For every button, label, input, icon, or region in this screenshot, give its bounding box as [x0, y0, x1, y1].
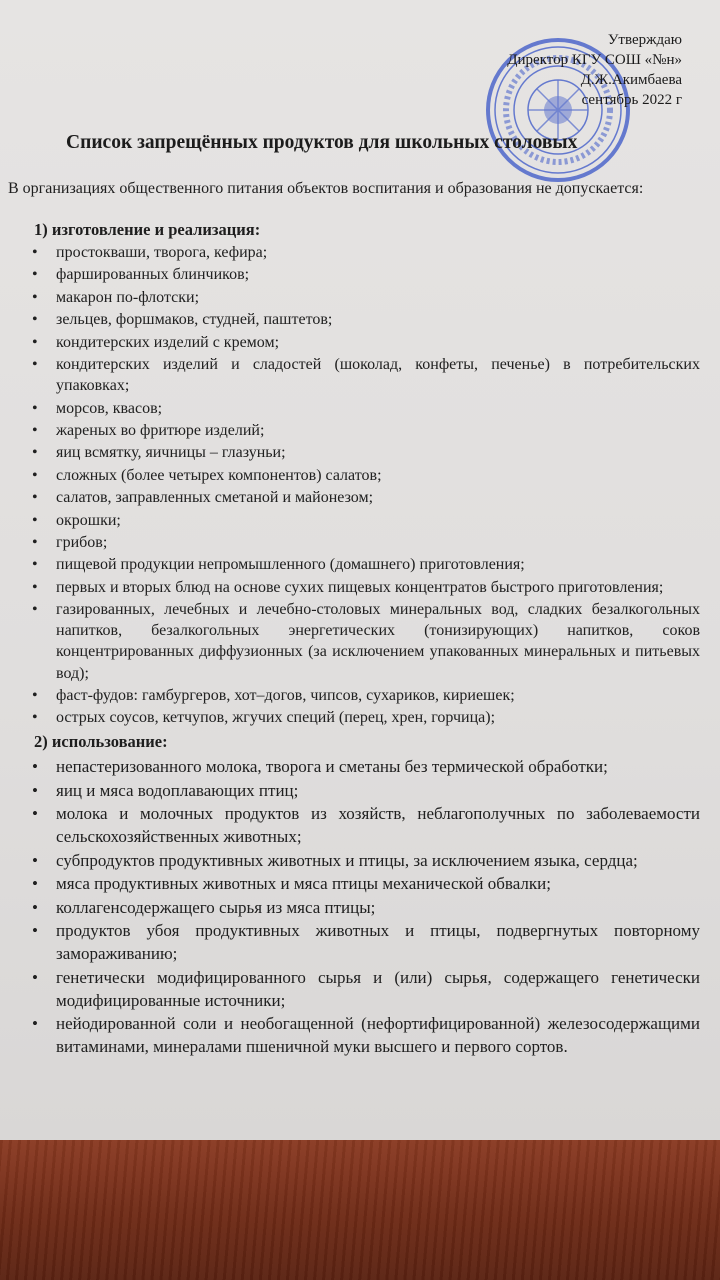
list-item: • салатов, заправленных сметаной и майонезом; [30, 487, 700, 508]
section-heading-1: 1) изготовление и реализация: [34, 220, 261, 239]
list-item: • острых соусов, кетчупов, жгучих специй (перец, хрен, горчица); [30, 707, 700, 728]
list-item: • непастеризованного молока, творога и сметаны без термической обработки; [30, 755, 700, 778]
list-item: • фаст-фудов: гамбургеров, хот–догов, чипсов, сухариков, кириешек; [30, 685, 700, 706]
list-item: • морсов, квасов; [30, 398, 700, 419]
prohibited-list-1 [30, 242, 700, 730]
list-item: • нейодированной соли и необогащенной (нефортифицированной) железосодержащими витаминами, минералами пшеничной муки высшего и первого сортов. [30, 1012, 700, 1058]
list-item: • грибов; [30, 532, 700, 553]
list-item: • жареных во фритюре изделий; [30, 420, 700, 441]
prohibited-list-2 [30, 755, 700, 1059]
list-item: • зельцев, форшмаков, студней, паштетов; [30, 309, 700, 330]
approve-line: Д.Ж.Акимбаева [580, 72, 682, 88]
list-item: • яиц всмятку, яичницы – глазуньи; [30, 442, 700, 463]
list-item: • мяса продуктивных животных и мяса птицы механической обвалки; [30, 872, 700, 895]
list-item: • макарон по-флотски; [30, 287, 700, 308]
document-title: Список запрещённых продуктов для школьных столовых [66, 132, 578, 153]
approve-line: Утверждаю [607, 32, 682, 48]
list-item: • коллагенсодержащего сырья из мяса птицы; [30, 896, 700, 919]
approve-line: Директор КГУ СОШ «№н» [507, 52, 682, 68]
list-item: • кондитерских изделий с кремом; [30, 332, 700, 353]
section-heading-2: 2) использование: [34, 732, 168, 751]
list-item: • фаршированных блинчиков; [30, 264, 700, 285]
list-item: • генетически модифицированного сырья и (или) сырья, содержащего генетически модифицированные источники; [30, 966, 700, 1012]
wood-grain-texture [0, 1140, 720, 1280]
approval-block [507, 30, 682, 110]
list-item: • субпродуктов продуктивных животных и птицы, за исключением языка, сердца; [30, 849, 700, 872]
approve-line: сентябрь 2022 г [581, 92, 682, 108]
list-item: • кондитерских изделий и сладостей (шоколад, конфеты, печенье) в потребительских упаковках; [30, 354, 700, 396]
list-item: • сложных (более четырех компонентов) салатов; [30, 465, 700, 486]
list-item: • окрошки; [30, 510, 700, 531]
list-item: • простокваши, творога, кефира; [30, 242, 700, 263]
intro-paragraph: В организациях общественного питания объектов воспитания и образования не допускается: [8, 180, 644, 197]
list-item: • молока и молочных продуктов из хозяйств, неблагополучных по заболеваемости сельскохозяйственных животных; [30, 802, 700, 848]
list-item: • яиц и мяса водоплавающих птиц; [30, 779, 700, 802]
list-item: • продуктов убоя продуктивных животных и птицы, подвергнутых повторному замораживанию; [30, 919, 700, 965]
list-item: • первых и вторых блюд на основе сухих пищевых концентратов быстрого приготовления; [30, 577, 700, 598]
list-item: • пищевой продукции непромышленного (домашнего) приготовления; [30, 554, 700, 575]
list-item: • газированных, лечебных и лечебно-столовых минеральных вод, сладких безалкогольных напитков, безалкогольных энергетических (тонизирующих) напитков, соков концентрированных диффузионных (за исключением упакованных минеральных и питьевых вод); [30, 599, 700, 684]
